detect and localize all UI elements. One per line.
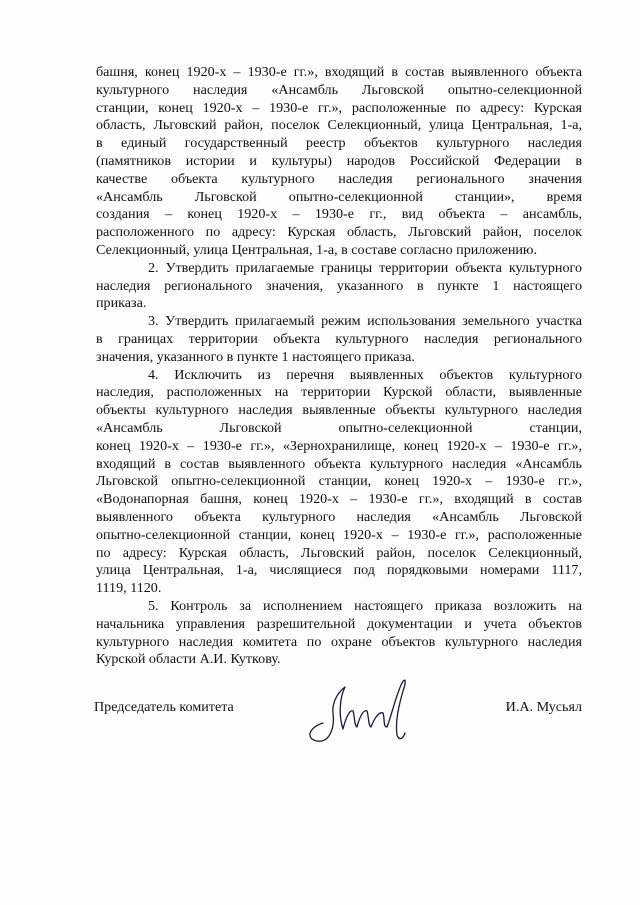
text-line: станции, конец 1920-х – 1930-е гг.», расположенные по адресу: Курская	[96, 99, 582, 116]
text-line: конец 1920-х – 1930-е гг.», «Зернохранилище, конец 1920-х – 1930-е гг.»,	[96, 437, 582, 454]
text-line: объекты культурного наследия выявленные объекты культурного наследия	[96, 402, 582, 419]
text-line: (памятников истории и культуры) народов Российской Федерации в	[96, 152, 582, 169]
text-line: приказа.	[96, 295, 147, 312]
paragraph-5	[96, 598, 582, 669]
text-line: 4. Исключить из перечня выявленных объектов культурного	[148, 366, 582, 383]
handwritten-signature	[299, 669, 419, 749]
document-body	[96, 64, 582, 669]
text-line: качестве объекта культурного наследия регионального значения	[96, 170, 582, 187]
text-line: культурного наследия комитета по охране объектов культурного наследия	[96, 633, 582, 650]
text-line: 1119, 1120.	[96, 580, 162, 597]
signatory-position: Председатель комитета	[94, 699, 234, 715]
text-line: Селекционный, улица Центральная, 1-а, в составе согласно приложению.	[96, 241, 537, 258]
paragraph-2	[96, 260, 582, 313]
paragraph-1	[96, 64, 582, 260]
text-line: Курской области А.И. Куткову.	[96, 651, 281, 668]
paragraph-3	[96, 313, 582, 366]
text-line: опытно-селекционной станции, конец 1920-х – 1930-е гг.», расположенные	[96, 526, 582, 543]
signatory-name: И.А. Мусьял	[505, 699, 582, 715]
text-line: начальника управления разрешительной документации и учета объектов	[96, 615, 582, 632]
paragraph-4	[96, 367, 582, 598]
text-line: область, Льговский район, поселок Селекционный, улица Центральная, 1-а,	[96, 117, 582, 134]
text-line: «Ансамбль Льговской опытно-селекционной станции,	[96, 419, 582, 436]
signature-block	[94, 699, 586, 779]
text-line: 2. Утвердить прилагаемые границы территории объекта культурного	[148, 259, 582, 276]
text-line: выявленного объекта культурного наследия «Ансамбль Льговской	[96, 508, 582, 525]
text-line: расположенного по адресу: Курская область, Льговский район, поселок	[96, 224, 582, 241]
text-line: Льговской опытно-селекционной станции, конец 1920-х – 1930-е гг.»,	[96, 473, 582, 490]
text-line: по адресу: Курская область, Льговский район, поселок Селекционный,	[96, 544, 582, 561]
text-line: «Водонапорная башня, конец 1920-х – 1930-е гг.», входящий в состав	[96, 491, 582, 508]
text-line: «Ансамбль Льговской опытно-селекционной станции», время	[96, 188, 582, 205]
text-line: башня, конец 1920-х – 1930-е гг.», входящий в состав выявленного объекта	[96, 64, 582, 80]
text-line: наследия, расположенных на территории Курской области, выявленные	[96, 384, 582, 401]
text-line: в границах территории объекта культурного наследия регионального	[96, 330, 582, 347]
text-line: значения, указанного в пункте 1 настоящего приказа.	[96, 348, 415, 365]
text-line: в единый государственный реестр объектов культурного наследия	[96, 135, 582, 152]
text-line: наследия регионального значения, указанного в пункте 1 настоящего	[96, 277, 582, 294]
text-line: культурного наследия «Ансамбль Льговской опытно-селекционной	[96, 81, 582, 98]
text-line: улица Центральная, 1-а, числящиеся под порядковыми номерами 1117,	[96, 562, 582, 579]
text-line: входящий в состав выявленного объекта культурного наследия «Ансамбль	[96, 455, 582, 472]
text-line: 5. Контроль за исполнением настоящего приказа возложить на	[148, 597, 582, 614]
text-line: 3. Утвердить прилагаемый режим использования земельного участка	[148, 313, 582, 330]
text-line: создания – конец 1920-х – 1930-е гг., вид объекта – ансамбль,	[96, 206, 582, 223]
